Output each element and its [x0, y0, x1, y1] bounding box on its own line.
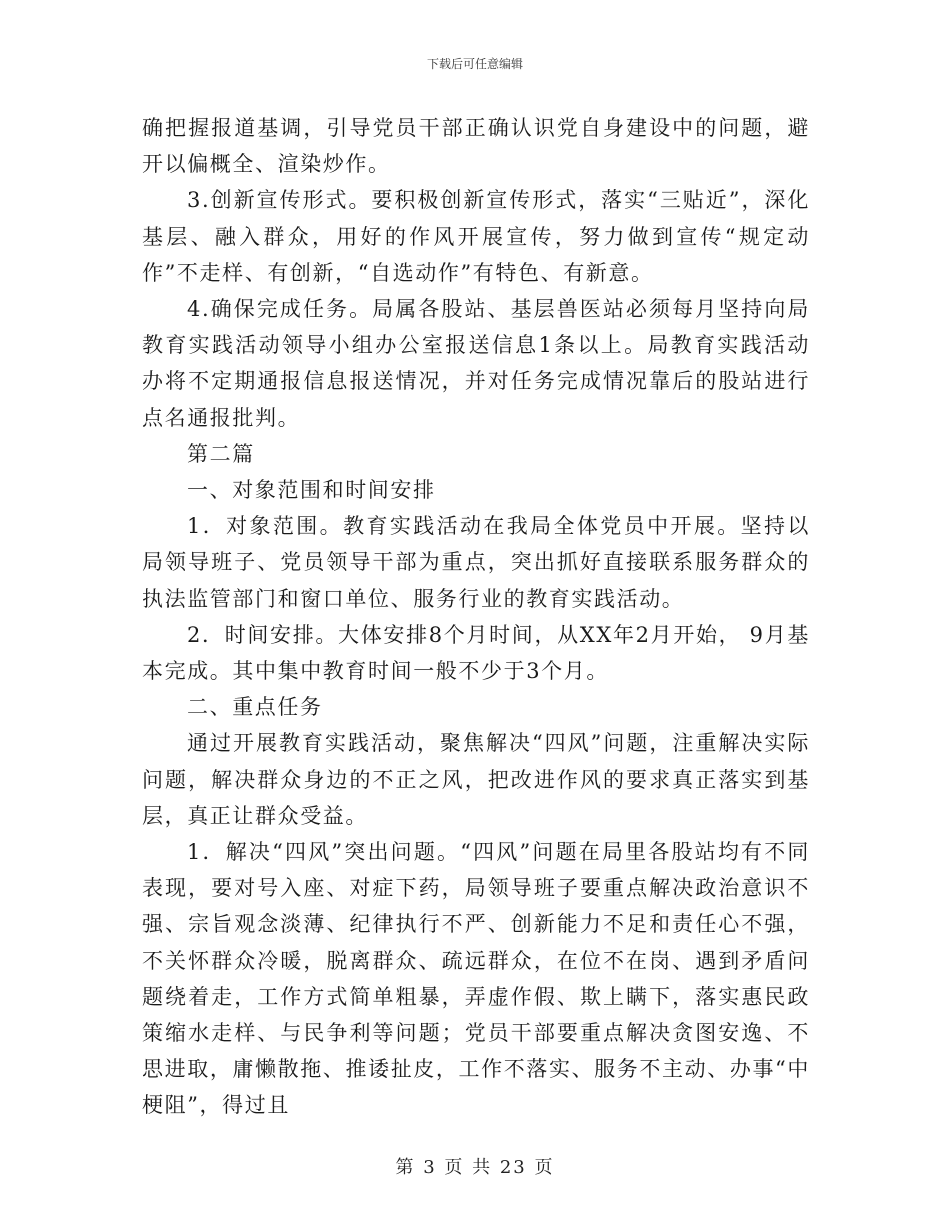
paragraph-1: 确把握报道基调，引导党员干部正确认识党自身建设中的问题，避开以偏概全、渲染炒作。	[142, 116, 810, 177]
page-footer: 第 3 页 共 23 页	[395, 1157, 555, 1178]
page-header: 下载后可任意编辑	[426, 57, 523, 71]
paragraph-2: 3.创新宣传形式。要积极创新宣传形式，落实“三贴近”，深化基层、融入群众，用好的作风开展宣传，努力做到宣传“规定动作”不走样、有创新，“自选动作”有特色、有新意。	[142, 188, 810, 285]
heading-key-tasks: 二、重点任务	[187, 695, 323, 720]
document-body	[142, 110, 810, 1124]
paragraph-four-winds: 1．解决“四风”突出问题。“四风”问题在局里各股站均有不同表现，要对号入座、对症下药，局领导班子要重点解决政治意识不强、宗旨观念淡薄、纪律执行不严、创新能力不足和责任心不强，不关怀群众冷暖，脱离群众、疏远群众，在位不在岗、遇到矛盾问题绕着走，工作方式简单粗暴，弄虚作假、欺上瞒下，落实惠民政策缩水走样、与民争利等问题；党员干部要重点解决贪图安逸、不思进取，庸懒散拖、推诿扯皮，工作不落实、服务不主动、办事“中梗阻”，得过且	[142, 840, 810, 1118]
paragraph-tasks-intro: 通过开展教育实践活动，聚焦解决“四风”问题，注重解决实际问题，解决群众身边的不正之风，把改进作风的要求真正落实到基层，真正让群众受益。	[142, 731, 810, 828]
paragraph-schedule: 2．时间安排。大体安排8个月时间，从XX年2月开始， 9月基本完成。其中集中教育时间一般不少于3个月。	[142, 622, 810, 684]
section-title-part-two: 第二篇	[187, 441, 255, 466]
heading-scope-and-schedule: 一、对象范围和时间安排	[187, 478, 436, 503]
paragraph-scope: 1．对象范围。教育实践活动在我局全体党员中开展。坚持以局领导班子、党员领导干部为重点，突出抓好直接联系服务群众的执法监管部门和窗口单位、服务行业的教育实践活动。	[142, 514, 810, 611]
paragraph-3: 4.确保完成任务。局属各股站、基层兽医站必须每月坚持向局教育实践活动领导小组办公室报送信息1条以上。局教育实践活动办将不定期通报信息报送情况，并对任务完成情况靠后的股站进行点名通报批判。	[142, 297, 810, 430]
